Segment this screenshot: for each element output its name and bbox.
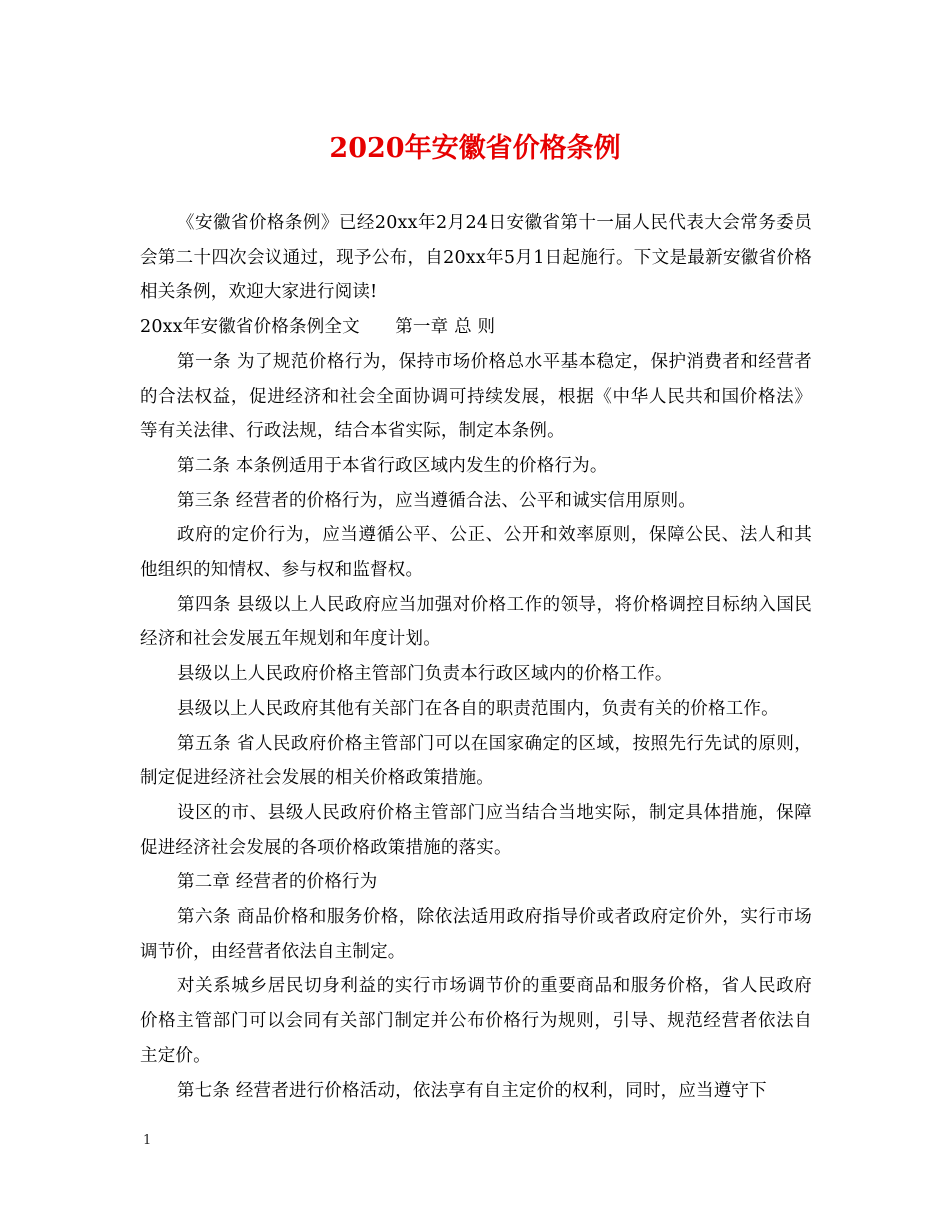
paragraph: 县级以上人民政府价格主管部门负责本行政区域内的价格工作。 [177,664,673,685]
paragraph: 设区的市、县级人民政府价格主管部门应当结合当地实际，制定具体措施，保障促进经济社会发展的各项价格政策措施的落实。 [140,802,812,858]
page-number: 1 [143,1133,152,1148]
paragraph: 政府的定价行为，应当遵循公平、公正、公开和效率原则，保障公民、法人和其他组织的知情权、参与权和监督权。 [140,525,812,581]
paragraph: 《安徽省价格条例》已经20xx年2月24日安徽省第十一届人民代表大会常务委员会第二十四次会议通过，现予公布，自20xx年5月1日起施行。下文是最新安徽省价格相关条例，欢迎大家进行阅读! [140,213,812,303]
paragraph: 第五条 省人民政府价格主管部门可以在国家确定的区域，按照先行先试的原则，制定促进经济社会发展的相关价格政策措施。 [140,733,812,789]
paragraph: 第六条 商品价格和服务价格，除依法适用政府指导价或者政府定价外，实行市场调节价，由经营者依法自主制定。 [140,907,812,962]
paragraph: 第三条 经营者的价格行为，应当遵循合法、公平和诚实信用原则。 [177,490,697,511]
paragraph: 第二章 经营者的价格行为 [177,872,378,893]
document-body [140,206,812,1108]
paragraph: 第七条 经营者进行价格活动，依法享有自主定价的权利，同时，应当遵守下 [177,1080,767,1101]
paragraph: 20xx年安徽省价格条例全文 第一章 总 则 [140,317,496,338]
paragraph: 第一条 为了规范价格行为，保持市场价格总水平基本稳定，保护消费者和经营者的合法权益，促进经济和社会全面协调可持续发展，根据《中华人民共和国价格法》等有关法律、行政法规，结合本省实际，制定本条例。 [140,351,812,442]
document-title: 2020年安徽省价格条例 [329,133,621,164]
paragraph: 对关系城乡居民切身利益的实行市场调节价的重要商品和服务价格，省人民政府价格主管部门可以会同有关部门制定并公布价格行为规则，引导、规范经营者依法自主定价。 [140,976,812,1066]
paragraph: 第二条 本条例适用于本省行政区域内发生的价格行为。 [177,455,608,476]
paragraph: 县级以上人民政府其他有关部门在各自的职责范围内，负责有关的价格工作。 [177,698,779,719]
paragraph: 第四条 县级以上人民政府应当加强对价格工作的领导，将价格调控目标纳入国民经济和社会发展五年规划和年度计划。 [140,594,812,650]
